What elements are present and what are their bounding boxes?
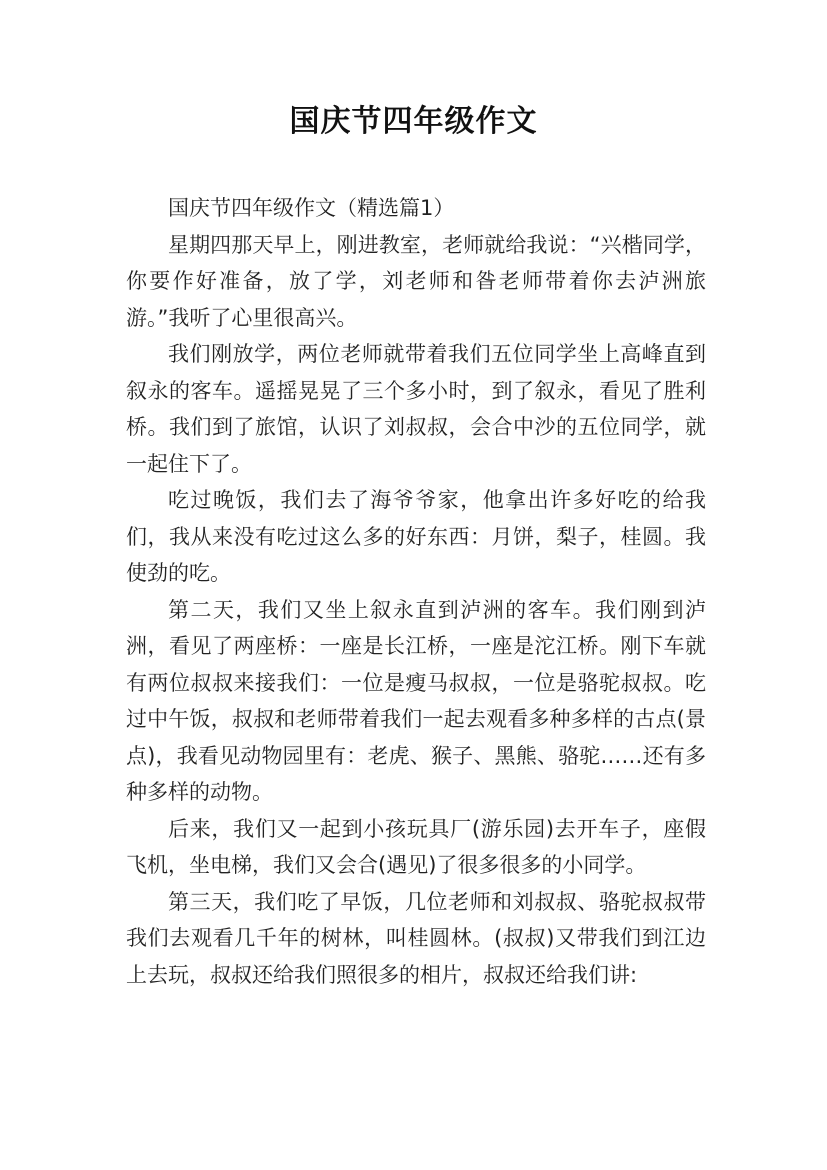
paragraph: 第三天，我们吃了早饭，几位老师和刘叔叔、骆驼叔叔带我们去观看几千年的树林，叫桂圆林。(叔叔)又带我们到江边上去玩，叔叔还给我们照很多的相片，叔叔还给我们讲:	[126, 889, 706, 987]
paragraph: 后来，我们又一起到小孩玩具厂(游乐园)去开车子，座假飞机，坐电梯，我们又会合(遇见)了很多很多的小同学。	[126, 816, 706, 877]
paragraph: 星期四那天早上，刚进教室，老师就给我说：“兴楷同学，你要作好准备，放了学，刘老师和昝老师带着你去泸洲旅游。”我听了心里很高兴。	[126, 232, 706, 330]
paragraph: 我们刚放学，两位老师就带着我们五位同学坐上高峰直到叙永的客车。遥摇晃晃了三个多小时，到了叙永，看见了胜利桥。我们到了旅馆，认识了刘叔叔，会合中沙的五位同学，就一起住下了。	[126, 342, 706, 476]
paragraph: 第二天，我们又坐上叙永直到泸洲的客车。我们刚到泸洲，看见了两座桥：一座是长江桥，一座是沱江桥。刚下车就有两位叔叔来接我们：一位是瘦马叔叔，一位是骆驼叔叔。吃过中午饭，叔叔和老师带着我们一起去观看多种多样的古点(景点)，我看见动物园里有：老虎、猴子、黑熊、骆驼……还有多种多样的动物。	[126, 597, 706, 804]
document-body	[126, 190, 706, 993]
paragraph-subtitle: 国庆节四年级作文（精选篇1）	[168, 196, 455, 220]
document-title: 国庆节四年级作文	[289, 104, 538, 139]
paragraph: 吃过晚饭，我们去了海爷爷家，他拿出许多好吃的给我们，我从来没有吃过这么多的好东西：月饼，梨子，桂圆。我使劲的吃。	[126, 488, 706, 585]
